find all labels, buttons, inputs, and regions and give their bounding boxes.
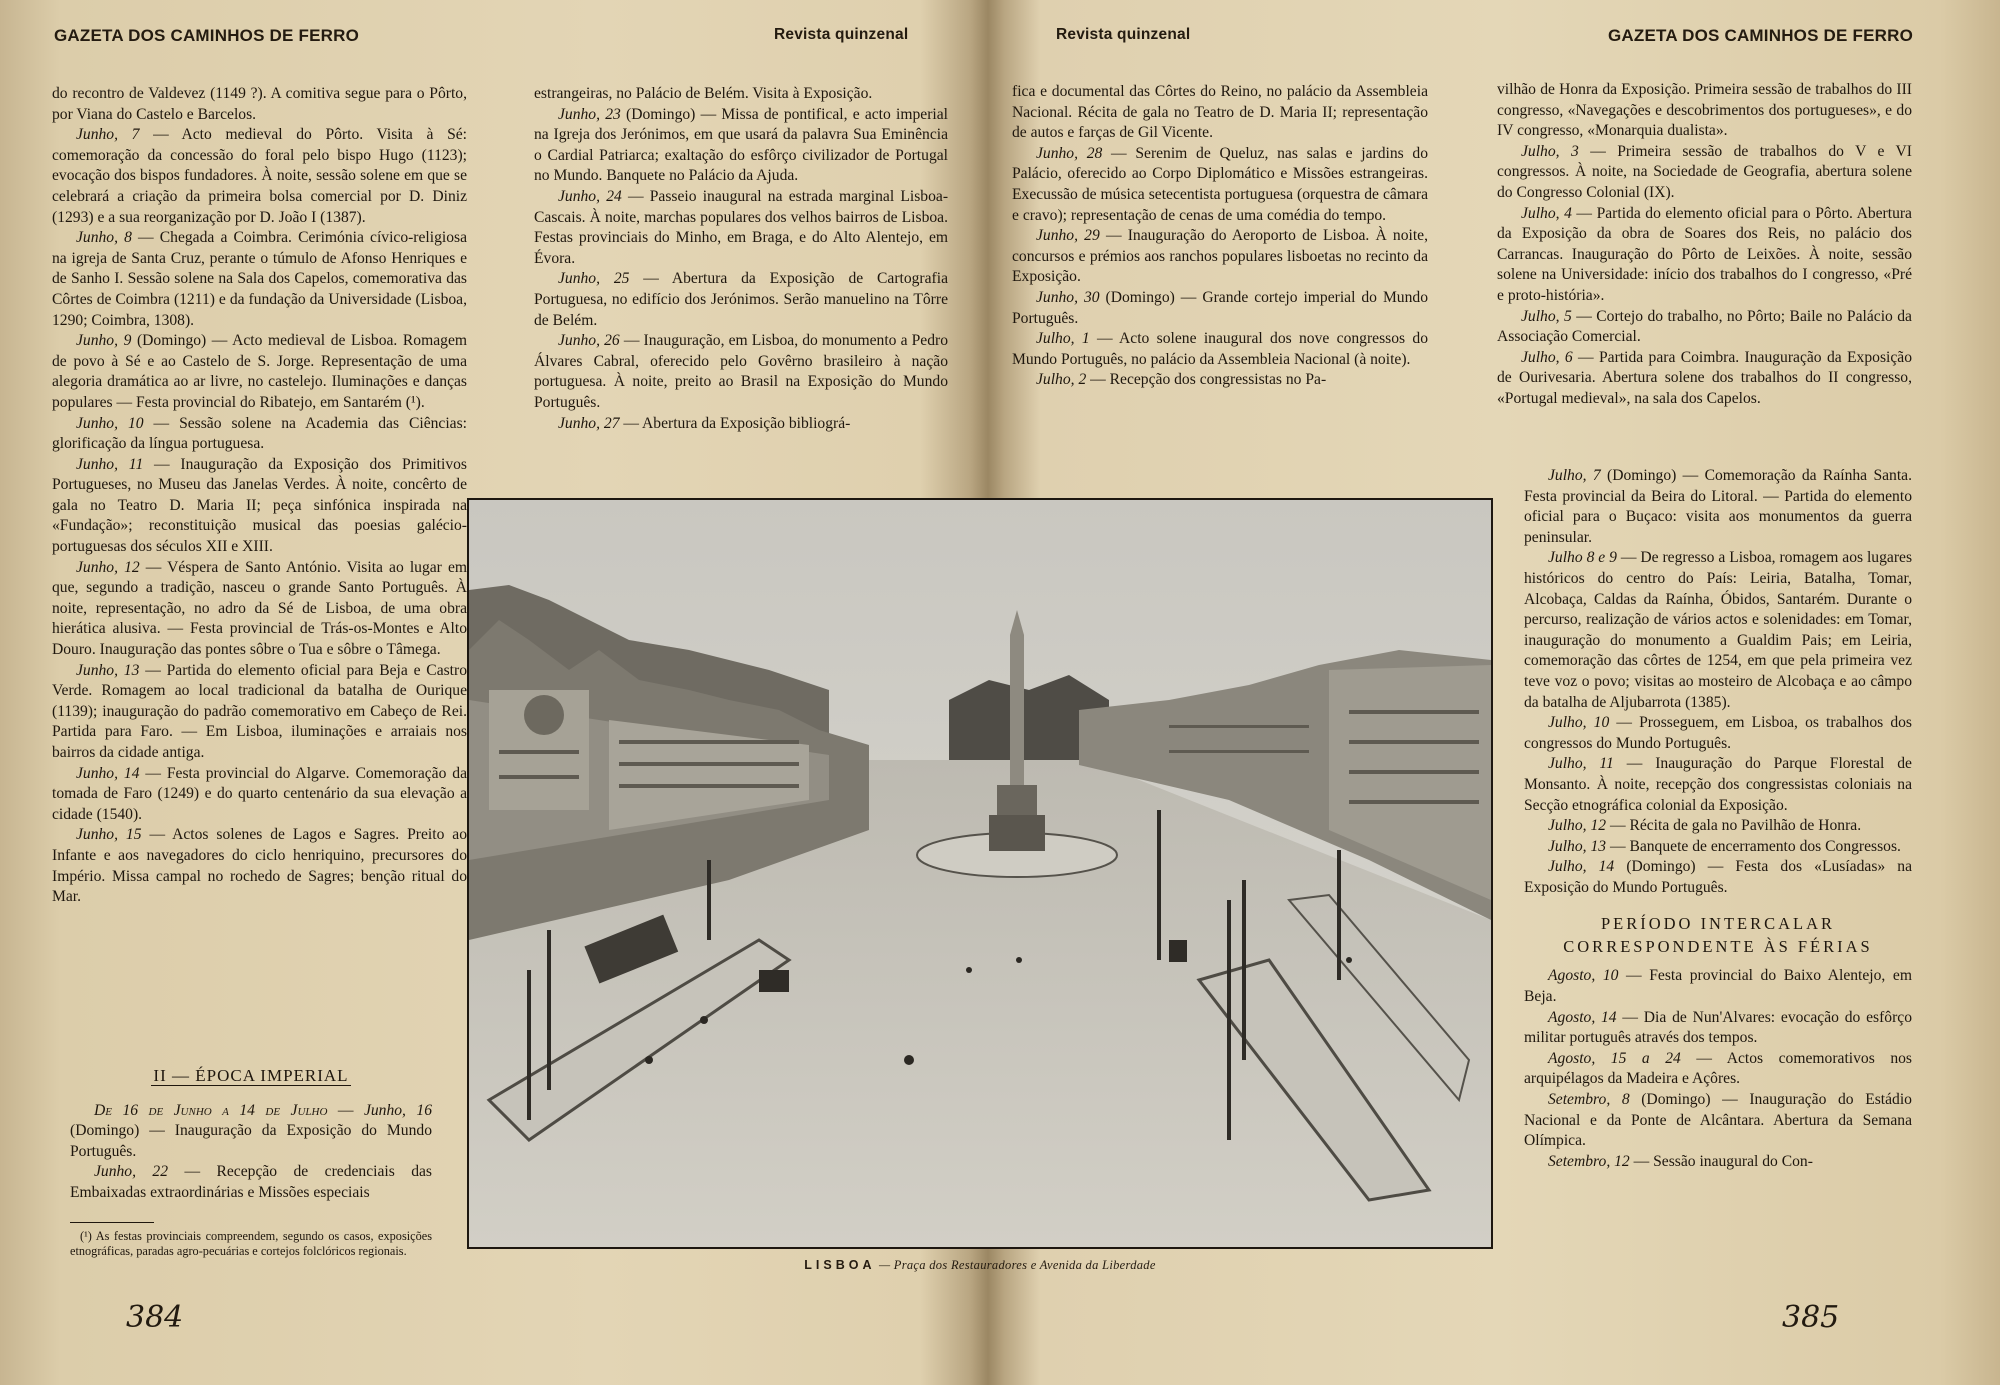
entry-date: Setembro, 12	[1548, 1152, 1630, 1170]
entry-date: Julho, 12	[1548, 817, 1607, 835]
caption-city: LISBOA	[804, 1258, 876, 1272]
entry-date: Junho, 7	[76, 126, 140, 144]
paragraph: fica e documental das Côrtes do Reino, no palácio da Assembleia Nacional. Récita de gala no Teatro de D. Maria II; representação de autos e farças de Gil Vicente.	[1012, 83, 1428, 142]
entry-text: — Inauguração, em Lisboa, do monumento a Pedro Álvares Cabral, oferecido pelo Govêrno brasileiro à nação portuguesa. À noite, preito ao Brasil na Exposição do Mundo Português.	[534, 332, 948, 411]
entry	[1497, 142, 1912, 204]
entry-text: — Véspera de Santo António. Visita ao lugar em que, segundo a tradição, nasceu o grande Santo Português. À noite, representação, no adro da Sé de Lisboa, de uma obra hierática alusiva. — Festa provincial de Trás-os-Montes e Alto Douro. Inauguração das pontes sôbre o Tua e sôbre o Tâmega.	[52, 558, 467, 659]
column-2	[534, 84, 948, 434]
entry	[1524, 466, 1912, 548]
entry-date: Julho, 13	[1548, 837, 1607, 855]
entry-date: Julho, 10	[1548, 714, 1610, 732]
entry-date: Junho, 23	[558, 105, 621, 123]
entry-date: Junho, 9	[76, 332, 132, 350]
entry	[52, 558, 467, 661]
entry-text: — Actos solenes de Lagos e Sagres. Preito ao Infante e aos navegadores do ciclo henriquino, precursores do Império. Missa campal no rochedo de Sagres; benção ritual do Mar.	[52, 826, 468, 906]
entry-date: Julho, 7	[1548, 467, 1601, 484]
page-number-right: 385	[1782, 1300, 1840, 1335]
right-header-title: GAZETA DOS CAMINHOS DE FERRO	[1608, 26, 1913, 45]
entry-date: Junho, 8	[76, 229, 132, 247]
entry-text: — Festa provincial do Algarve. Comemoração da tomada de Faro (1249) e do quarto centenário da sua elevação a cidade (1540).	[52, 764, 467, 823]
entry-date: Julho, 2	[1036, 371, 1087, 389]
entry-date: Junho, 29	[1036, 227, 1100, 245]
entry-text: — Sessão inaugural do Con-	[1629, 1152, 1813, 1170]
entry-text: — Festa provincial do Baixo Alentejo, em Beja.	[1524, 967, 1912, 1006]
column-4	[1497, 80, 1912, 410]
entry-date: Junho, 24	[558, 187, 622, 205]
entry	[52, 414, 467, 455]
photo-caption	[600, 1258, 1360, 1273]
entry	[1524, 966, 1912, 1007]
caption-text: — Praça dos Restauradores e Avenida da Liberdade	[875, 1258, 1156, 1272]
entry-date: De 16 de Junho a 14 de Julho	[94, 1101, 328, 1119]
entry-date: Julho, 14	[1548, 858, 1615, 876]
entry	[1012, 370, 1428, 391]
left-header-subtitle: Revista quinzenal	[774, 26, 909, 43]
entry	[1497, 348, 1912, 410]
entry	[1012, 288, 1428, 329]
entry-text: — Abertura da Exposição de Cartografia Portuguesa, no edifício dos Jerónimos. Serão manuelino na Tôrre de Belém.	[534, 270, 948, 329]
entry-text: — Inauguração do Aeroporto de Lisboa. À noite, concursos e prémios aos ranchos populares lisboetas no recinto da Exposição.	[1012, 227, 1429, 286]
period-heading: PERÍODO INTERCALAR CORRESPONDENTE ÀS FÉRIAS	[1563, 914, 1873, 957]
entry-text: — Cortejo do trabalho, no Pôrto; Baile no Palácio da Associação Comercial.	[1497, 307, 1912, 346]
entry	[52, 825, 467, 907]
entry-date: Julho 8 e 9	[1548, 549, 1617, 567]
entry-text: — Primeira sessão de trabalhos do V e VI congressos. À noite, na Sociedade de Geografia, abertura solene do Congresso Colonial (IX).	[1497, 142, 1912, 201]
entry	[1524, 1090, 1912, 1152]
entry-date: Junho, 14	[76, 764, 140, 782]
entry	[1524, 754, 1912, 816]
entry	[52, 331, 467, 413]
right-header-subtitle: Revista quinzenal	[1056, 26, 1191, 43]
entry-text: — Recepção de credenciais das Embaixadas extraordinárias e Missões especiais	[70, 1163, 432, 1201]
entry: De 16 de Junho a 14 de Julho — Junho, 16 (Domingo) — Inauguração da Exposição do Mundo Português.	[70, 1101, 433, 1160]
entry-text: (Domingo) — Missa de pontifical, e acto imperial na Igreja dos Jerónimos, em que usará da palavra Sua Eminência o Cardial Patriarca; exaltação do esfôrço civilizador de Portugal no Mundo. Banquete no Palácio da Ajuda.	[534, 105, 948, 185]
entry-text: — Sessão solene na Academia das Ciências: glorificação da língua portuguesa.	[52, 414, 468, 453]
entry-text: — Acto solene inaugural dos nove congressos do Mundo Português, no palácio da Assembleia Nacional (à noite).	[1012, 330, 1428, 368]
paragraph: vilhão de Honra da Exposição. Primeira sessão de trabalhos do III congresso, «Navegações e descobrimentos dos portugueses», e do IV congresso, «Monarquia dualista».	[1497, 81, 1912, 140]
entry-date: Agosto, 15 a 24	[1548, 1049, 1681, 1067]
entry-date: Junho, 25	[558, 270, 630, 288]
entry	[70, 1162, 432, 1203]
entry-text: — Dia de Nun'Alvares: evocação do esfôrço militar português através dos tempos.	[1524, 1008, 1912, 1047]
column-4-lower	[1524, 466, 1912, 1172]
entry	[1524, 548, 1912, 713]
entry	[534, 414, 948, 435]
entry-date: Setembro, 8	[1548, 1091, 1630, 1109]
entry-date: Junho, 15	[76, 826, 142, 844]
entry-text: — Serenim de Queluz, nas salas e jardins do Palácio, oferecido ao Corpo Diplomático e Missões estrangeiras. Execussão de música setecentista portuguesa (orquestra de câmara e cravo); representação de cenas de uma comédia do tempo.	[1012, 144, 1429, 224]
entry-text: — Banquete de encerramento dos Congressos.	[1606, 837, 1901, 855]
entry-date: Agosto, 10	[1548, 967, 1619, 985]
entry-text: (Domingo) — Inauguração do Estádio Nacional e da Ponte de Alcântara. Abertura da Semana Olímpica.	[1524, 1091, 1912, 1150]
paragraph: estrangeiras, no Palácio de Belém. Visita à Exposição.	[534, 85, 873, 102]
entry-date: Junho, 13	[76, 661, 140, 679]
footnote: (¹) As festas provinciais compreendem, segundo os casos, exposições etnográficas, paradas agro-pecuárias e cortejos folclóricos regionais.	[70, 1228, 432, 1259]
entry-text: (Domingo) — Festa dos «Lusíadas» na Exposição do Mundo Português.	[1524, 858, 1912, 896]
entry	[1524, 1049, 1912, 1090]
entry-date: Junho, 10	[76, 414, 144, 432]
entry	[1497, 204, 1912, 307]
entry-date: Julho, 3	[1521, 142, 1579, 160]
entry	[1524, 837, 1912, 858]
entry	[52, 455, 467, 558]
entry-text: — Inauguração do Parque Florestal de Monsanto. À noite, recepção dos congressistas coloniais na Secção etnográfica colonial da Exposição.	[1524, 755, 1912, 814]
entry-text: — Partida para Coimbra. Inauguração da Exposição de Ourivesaria. Abertura solene dos trabalhos do II congresso, «Portugal medieval», na sala dos Capelos.	[1497, 348, 1912, 407]
entry	[1524, 713, 1912, 754]
entry-text: — Recepção dos congressistas no Pa-	[1086, 371, 1327, 389]
entry-date: Junho, 27	[558, 414, 620, 432]
entry-date: Junho, 28	[1036, 144, 1103, 162]
entry	[52, 764, 467, 826]
entry-text: — Inauguração da Exposição dos Primitivos Portugueses, no Museu das Janelas Verdes. À noite, concêrto de gala no Teatro D. Maria II; peça sinfónica inspirada na «Fundação»; reconstituição musical das poesias galécio-portuguesas dos séculos XII e XIII.	[52, 455, 467, 556]
entry	[534, 187, 948, 269]
entry-date: Julho, 4	[1521, 204, 1572, 222]
column-3	[1012, 82, 1428, 391]
entry	[1497, 307, 1912, 348]
entry	[534, 105, 948, 187]
entry-date: Julho, 11	[1548, 755, 1614, 773]
entry-date: Junho, 22	[94, 1163, 169, 1181]
paragraph: do recontro de Valdevez (1149 ?). A comitiva segue para o Pôrto, por Viana do Castelo e Barcelos.	[52, 85, 467, 123]
page-number-left: 384	[126, 1300, 184, 1335]
entry-text: (Domingo) — Inauguração da Exposição do Mundo Português.	[70, 1122, 432, 1160]
entry-date: Agosto, 14	[1548, 1008, 1617, 1026]
entry-date: Julho, 6	[1521, 348, 1573, 366]
entry	[52, 661, 467, 764]
epoch-heading: II — ÉPOCA IMPERIAL	[153, 1066, 349, 1085]
entry-date: Junho, 16	[363, 1101, 433, 1119]
entry	[1012, 329, 1428, 370]
entry	[52, 125, 467, 228]
column-1	[52, 84, 467, 908]
entry-date: Julho, 1	[1036, 330, 1090, 348]
entry-text: — Abertura da Exposição bibliográ-	[619, 414, 851, 432]
entry	[52, 228, 467, 331]
entry	[1524, 857, 1912, 898]
entry	[1524, 1152, 1912, 1173]
left-header-title: GAZETA DOS CAMINHOS DE FERRO	[54, 26, 359, 45]
entry-date: Junho, 30	[1036, 288, 1100, 306]
entry-text: — Chegada a Coimbra. Cerimónia cívico-religiosa na igreja de Santa Cruz, perante o túmulo de Afonso Henriques e de Sanho I. Sessão solene na Sala dos Capelos, comemorativa das Côrtes de Coimbra (1211) e da fundação da Universidade (Lisboa, 1290; Coimbra, 1308).	[52, 229, 468, 329]
entry	[1524, 1008, 1912, 1049]
entry	[1012, 226, 1428, 288]
entry-text: — De regresso a Lisboa, romagem aos lugares históricos do centro do País: Leiria, Batalha, Tomar, Alcobaça, Caldas da Raínha, Óbidos, Santarém. Durante o percurso, realização de vários actos e solenidades: em Tomar, inauguração do monumento a Gualdim Pais; em Leiria, comemoração das côrtes de 1254, em que pela primeira vez teve voz o povo; visitas ao mosteiro de Alcobaça e ao câmpo da batalha de Aljubarrota (1385).	[1524, 549, 1913, 711]
entry	[534, 269, 948, 331]
photo-lisboa-restauradores	[467, 498, 1493, 1249]
entry-text: — Partida do elemento oficial para Beja e Castro Verde. Romagem ao local tradicional da batalha de Ourique (1139); inauguração do padrão comemorativo em Cabeço de Rei. Partida para Faro. — Em Lisboa, iluminações e arraiais nos bairros da cidade antiga.	[52, 661, 468, 761]
entry-date: Junho, 11	[76, 455, 144, 473]
photo-illustration	[469, 500, 1491, 1247]
entry	[534, 331, 948, 413]
entry-text: (Domingo) — Acto medieval de Lisboa. Romagem de povo à Sé e ao Castelo de S. Jorge. Representação de uma alegoria dramática ao ar livre, no castelejo. Iluminações e danças populares — Festa provincial do Ribatejo, em Santarém (¹).	[52, 332, 467, 411]
entry	[1012, 144, 1428, 226]
entry-text: — Acto medieval do Pôrto. Visita à Sé: comemoração da concessão do foral pelo bispo Hugo (1123); evocação dos bispos fundadores. À noite, sessão solene em que se celebrará a criação da primeira bolsa comercial por D. Diniz (1293) e a sua reorganização por D. João I (1387).	[52, 126, 467, 226]
entry-text: (Domingo) — Grande cortejo imperial do Mundo Português.	[1012, 288, 1428, 327]
entry-text: — Prosseguem, em Lisboa, os trabalhos dos congressos do Mundo Português.	[1524, 714, 1912, 752]
entry-text: — Récita de gala no Pavilhão de Honra.	[1606, 817, 1862, 835]
entry-date: Junho, 12	[76, 558, 140, 576]
entry-date: Junho, 26	[558, 332, 620, 350]
footnote-rule	[70, 1222, 154, 1223]
entry-text: — Partida do elemento oficial para o Pôrto. Abertura da Exposição da obra de Soares dos Reis, no palácio dos Carrancas. Inauguração do Pôrto de Leixões. À noite, sessão solene na Universidade: início dos trabalhos do I congresso, «Pré e proto-história».	[1497, 204, 1912, 304]
entry-text: — Actos comemorativos nos arquipélagos da Madeira e Açôres.	[1524, 1049, 1912, 1088]
entry	[1524, 816, 1912, 837]
column-1-lower	[70, 1056, 432, 1260]
entry-text: — Passeio inaugural na estrada marginal Lisboa-Cascais. À noite, marchas populares dos velhos bairros de Lisboa. Festas provinciais do Minho, em Braga, e do Alto Alentejo, em Évora.	[534, 187, 949, 267]
entry-date: Julho, 5	[1521, 307, 1572, 325]
entry-text: (Domingo) — Comemoração da Raínha Santa. Festa provincial da Beira do Litoral. — Partida do elemento oficial para o Buçaco: visita aos monumentos da guerra peninsular.	[1524, 467, 1912, 546]
